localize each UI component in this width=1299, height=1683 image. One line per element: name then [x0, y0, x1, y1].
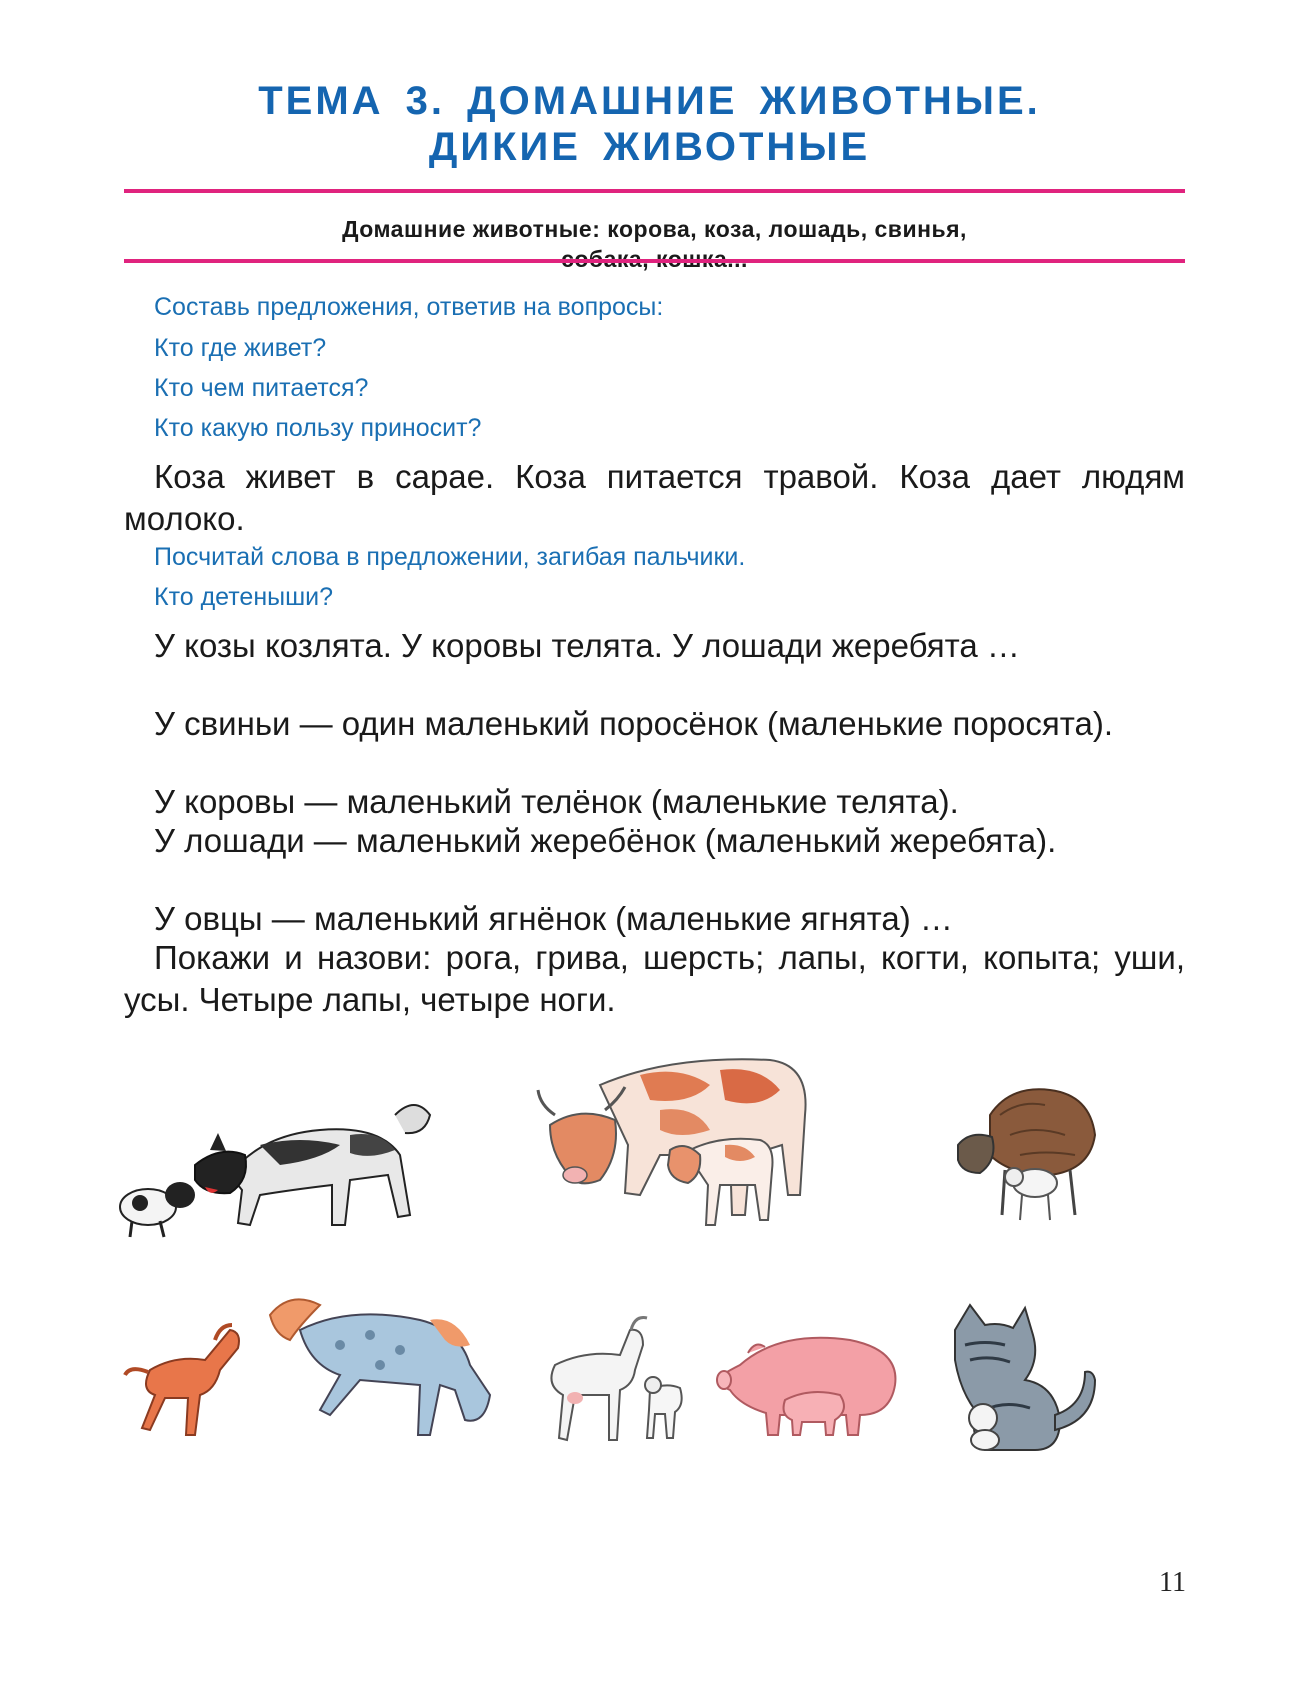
paragraph: У свиньи — один маленький поросёнок (маленькие поросята). — [154, 705, 1113, 742]
question: Кто где живет? — [154, 334, 327, 362]
instruction: Посчитай слова в предложении, загибая пальчики. — [154, 543, 746, 571]
cow-with-calf-illustration — [520, 1045, 850, 1245]
horse-illustration — [260, 1285, 500, 1455]
cat-with-kitten-illustration — [945, 1300, 1105, 1460]
definition-box — [124, 214, 1185, 274]
goat-with-kid-illustration — [535, 1310, 695, 1460]
sheep-with-lamb-illustration — [950, 1075, 1110, 1235]
definition-line-1: Домашние животные: корова, коза, лошадь, свинья, — [342, 216, 967, 242]
example-paragraph: Коза живет в сарае. Коза питается травой. Коза дает людям молоко. — [124, 458, 1185, 537]
paragraph: Покажи и назови: рога, грива, шерсть; лапы, когти, копыта; уши, усы. Четыре лапы, четыре ноги. — [124, 939, 1185, 1018]
paragraph: У коровы — маленький телёнок (маленькие телята). — [154, 783, 959, 820]
question: Кто какую пользу приносит? — [154, 414, 482, 442]
paragraph: У овцы — маленький ягнёнок (маленькие ягнята) … — [154, 900, 953, 937]
title-line-1: ТЕМА 3. ДОМАШНИЕ ЖИВОТНЫЕ. — [258, 79, 1041, 123]
paragraph: У лошади — маленький жеребёнок (маленький жеребята). — [154, 822, 1057, 859]
question: Кто детеныши? — [154, 583, 334, 611]
question: Кто чем питается? — [154, 374, 369, 402]
paragraph: У козы козлята. У коровы телята. У лошади жеребята … — [154, 627, 1020, 664]
bottom-divider — [124, 259, 1185, 263]
title-line-2: ДИКИЕ ЖИВОТНЫЕ — [428, 125, 871, 169]
page-number: 11 — [1159, 1567, 1186, 1598]
foal-illustration — [120, 1310, 250, 1450]
pig-with-piglet-illustration — [710, 1325, 910, 1445]
instruction: Составь предложения, ответив на вопросы: — [154, 293, 664, 321]
dog-with-puppy-illustration — [110, 1075, 450, 1255]
top-divider — [124, 189, 1185, 193]
page-title — [0, 78, 1299, 170]
